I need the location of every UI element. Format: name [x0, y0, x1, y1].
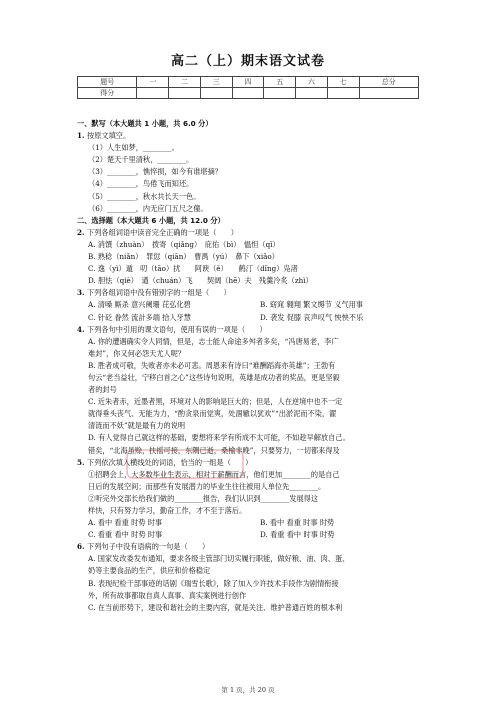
question-6 [77, 541, 423, 553]
question-stem: 按原文填空。 [87, 131, 131, 141]
fill-item: （6）________，内无应门五尺之僮。 [88, 203, 208, 213]
option-row [77, 299, 423, 311]
option-b: B. 表现纪检干部事迹的话剧《瑞雪长歌》，除了加入少许技术手段作为剧情衔接 [88, 578, 339, 588]
question-number: 1. [77, 131, 85, 141]
page-title: 高二（上）期末语文试卷 [170, 54, 325, 69]
score-header-cell: 六 [296, 77, 328, 88]
score-cell [169, 88, 201, 99]
option-row [77, 529, 423, 541]
question-stem: 下列依次填入横线处的词语，恰当的一组是（ ） [87, 457, 253, 467]
score-header-cell: 一 [137, 77, 169, 88]
option-a: A. 清嗓 厮杀 意兴阑珊 芘弘化碧 [88, 300, 191, 310]
score-header-cell: 二 [169, 77, 201, 88]
score-row-label: 得分 [78, 88, 137, 99]
question-1 [77, 130, 423, 142]
option-c: C. 在当前形势下，建设和谐社会的主要内容，就是关注、维护普通百姓的根本利 [88, 602, 343, 612]
score-cell [359, 88, 419, 99]
score-cell [327, 88, 359, 99]
fill-item: （5）________，秋水共长天一色。 [88, 191, 201, 201]
fill-item: （2）楚天千里清秋，________。 [88, 155, 194, 165]
question-stem: 下列各组词语中读音完全正确的一项是（ ） [87, 227, 238, 237]
question-stem: 下列句子中没有语病的一句是（ ） [87, 542, 210, 552]
score-header-cell: 五 [264, 77, 296, 88]
option-b-cont: 句云“老当益壮，宁移白首之心”这些诗句说明，英雄是成功者的奖品，更是坚毅 [88, 372, 340, 382]
score-cell [137, 88, 169, 99]
question-stem: 下列各句中引用的课文语句，使用有误的一项是（ ） [87, 324, 267, 334]
passage-line: 样快，只有努力学习，勤奋工作，才不至于落后。 [88, 506, 247, 515]
option-c: C. 针砭 眷然 流計多端 拾人牙慧 [88, 312, 191, 322]
option-d: D. 胆怯（qiè） 遒（chuán）飞 契阔（hē）夫 残羹冷炙（zhì） [88, 276, 313, 286]
option-c: C. 看重 看中 时势 时事 [88, 530, 163, 540]
score-header-cell: 七 [327, 77, 359, 88]
option-a-cont: 难封”，你又何必怨天尤人呢？ [88, 348, 186, 358]
option-a: A. 你的遭遇确实令人同情，但是，志士能人命途多舛者多矣，“冯唐易老，李广 [88, 336, 339, 346]
score-header-row [78, 77, 419, 88]
score-header-cell: 题号 [78, 77, 137, 88]
option-a: A. 看中 看重 时势 时事 [88, 518, 163, 528]
option-d: D. 看重 看中 时事 时势 [260, 530, 335, 540]
option-a: A. 消馔（zhuàn） 拨寄（qiǎng） 庇佑（bì） 愠怛（qǐ） [88, 239, 280, 249]
question-2 [77, 227, 423, 239]
question-3 [77, 287, 423, 299]
section-heading: 二、选择题（本大题共 6 小题，共 12.0 分） [77, 215, 225, 225]
question-number: 5. [77, 457, 85, 467]
passage-line: ①招聘会上，大多数毕业生表示，相对于薪酬而言，他们更加________的是自己 [88, 469, 340, 479]
option-b: B. 熟稔（niǎn） 罪愆（qiān） 曹禺（yú） 鼻下（xiǎo） [88, 252, 279, 262]
question-4 [77, 324, 423, 336]
option-d: D. 有人觉得自己就这样的基础，要想将来学有所成不太可能，不如趁早解放自己。 [88, 433, 350, 443]
score-header-cell: 三 [200, 77, 232, 88]
option-row [77, 312, 423, 324]
option-a: A. 国家发改委发布通知，要求各级主管部门切实履行职能，做好粮、油、肉、蛋、 [88, 554, 350, 564]
fill-item: （1）人生如梦，________。 [88, 143, 179, 153]
exam-content [77, 118, 423, 614]
question-5 [77, 457, 423, 469]
score-cell [296, 88, 328, 99]
question-number: 6. [77, 542, 85, 552]
question-stem: 下列各组词语中没有错别字的一组是（ ） [87, 288, 231, 298]
option-c: C. 逸（yì）遁 叨（tāo）扰 阿谀（ě） 鹤汀（dǐng）凫渚 [88, 264, 298, 274]
score-cell [200, 88, 232, 99]
option-c: C. 近朱者赤，近墨者黑，环境对人的影响是巨大的；但是，人在逆境中也不一定 [88, 397, 343, 407]
score-cell [264, 88, 296, 99]
option-b-cont: 外，所有故事都取自真人真事、真实案例进行创作 [88, 590, 247, 600]
option-b-cont: 者的封号 [88, 385, 117, 395]
fill-item: （4）________，鸟倦飞而知还。 [88, 179, 194, 189]
score-header-cell: 四 [232, 77, 264, 88]
option-b: B. 胜者成可敬，失败者亦未必可悲。周恩来有诗曰“难酬蹈海亦英雄”；王勃有 [88, 360, 336, 370]
option-d: D. 袭发 促膝 哀声叹气 怏怏不乐 [260, 312, 364, 322]
fill-item: （3）________，憔悴损，如今有谁堪摘？ [88, 167, 222, 177]
option-d-cont: 错矣，“北海虽赊，扶摇可接，东隅已逝，桑榆非晚”，只要努力，一切都来得及 [88, 445, 340, 455]
option-row [77, 517, 423, 529]
passage-line: ②听完外交部长给我们做的________报告，我们认识到________发展得这 [88, 493, 319, 503]
option-b: B. 窈窕 翱翔 繁文缛节 义气用事 [260, 300, 363, 310]
option-a-cont: 奶等主要食品的生产，供应和价格稳定 [88, 566, 211, 576]
score-table [77, 76, 419, 99]
option-c-cont: 就得垂头丧气、无能为力，“酌贪泉而觉爽，处涸辙以犹欢”“出淤泥而不染，濯 [88, 409, 337, 419]
score-header-cell: 总分 [359, 77, 419, 88]
score-cell [232, 88, 264, 99]
passage-line: 日后的发展空间；而那些有发展潜力的毕业生往往被用人单位先________。 [88, 481, 326, 491]
page-footer: 第 1 页，共 20 页 [221, 686, 275, 694]
score-value-row [78, 88, 419, 99]
option-c-cont: 清涟而不妖”就是最有力的说明 [88, 421, 186, 431]
section-heading: 一、默写（本大题共 1 小题，共 6.0 分） [77, 119, 213, 128]
question-number: 3. [77, 288, 85, 298]
question-number: 2. [77, 227, 85, 237]
option-b: B. 看中 看重 时事 时势 [260, 518, 335, 528]
question-number: 4. [77, 324, 85, 334]
